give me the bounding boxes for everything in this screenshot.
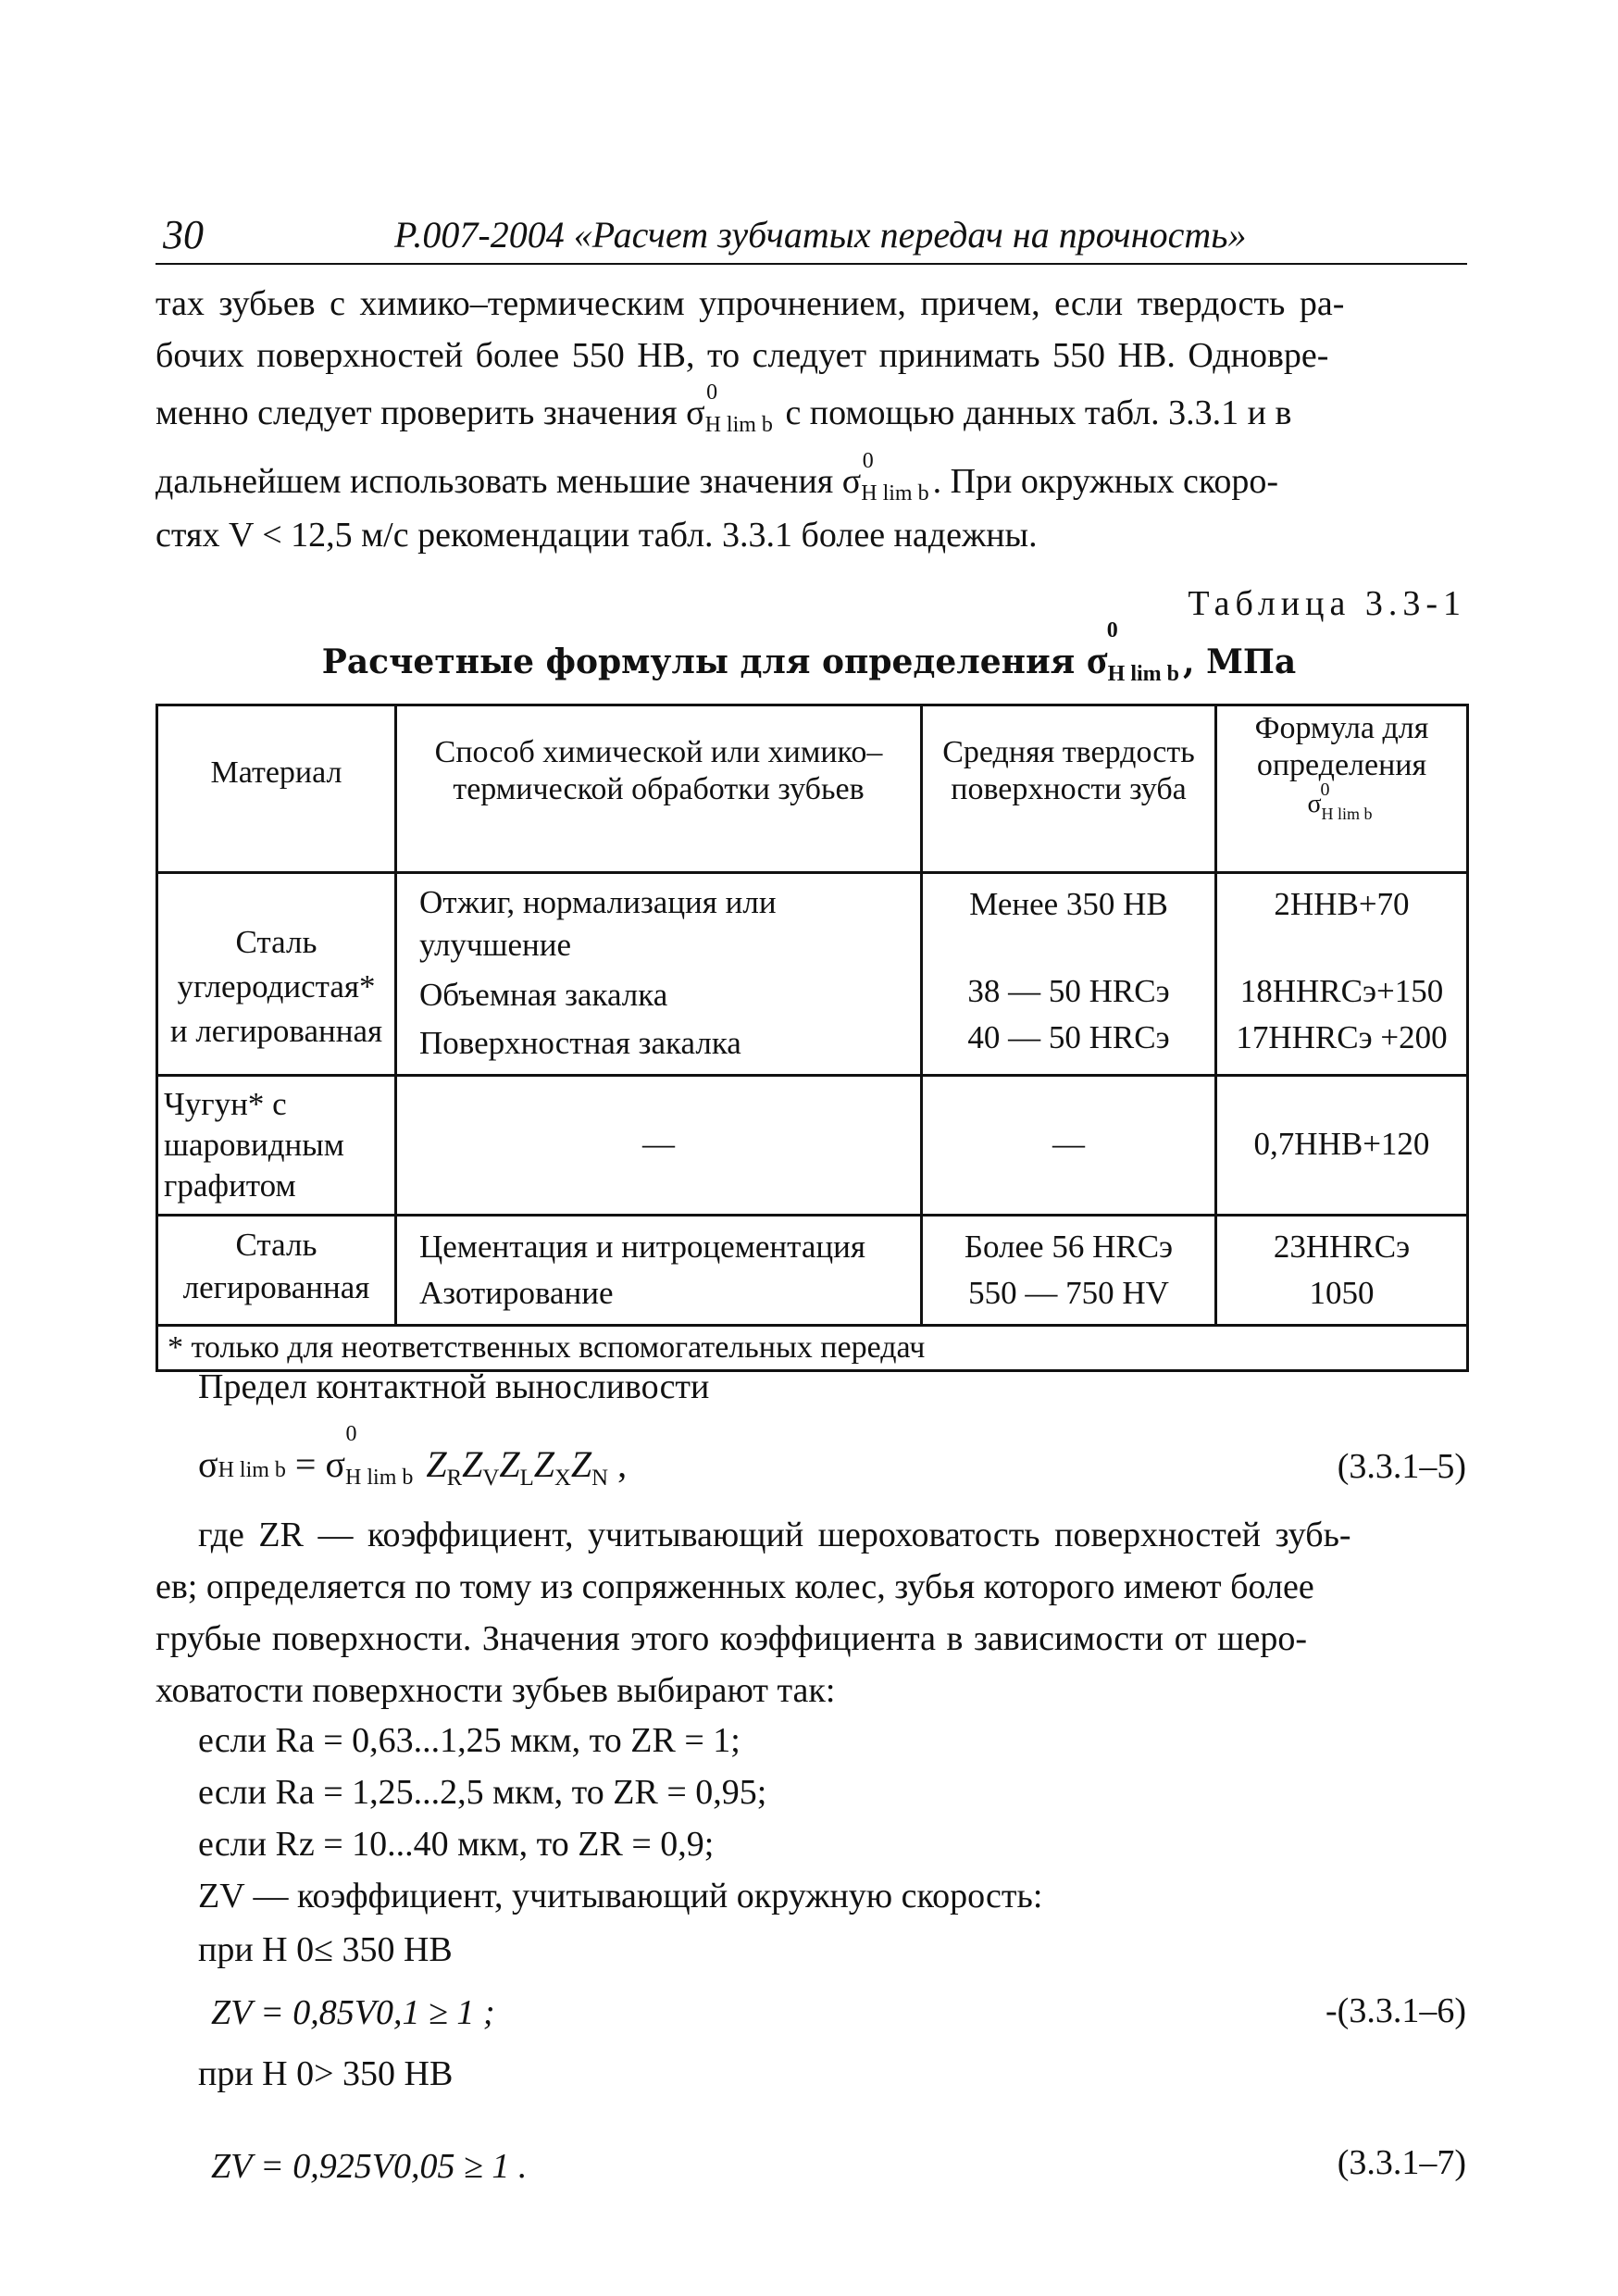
header-formula: Формула для определения σ 0 $_{H lim b}$ bbox=[1216, 705, 1468, 873]
page-number: 30 bbox=[163, 212, 204, 257]
roughness-case-2: если Ra = 1,25...2,5 мкм, то ZR = 0,95; bbox=[198, 1773, 767, 1812]
sigma-symbol: σ 0 $_{H lim b}$ bbox=[1307, 780, 1373, 823]
limit-heading: Предел контактной выносливости bbox=[198, 1367, 710, 1406]
cell-formulas: 2HHB+70 18HHRCэ+150 17HHRCэ +200 bbox=[1216, 873, 1468, 1076]
hardness-formula-table bbox=[156, 704, 1469, 1372]
zv-description: ZV — коэффициент, учитывающий окружную скорость: bbox=[198, 1877, 1043, 1915]
sigma-symbol: σ 0 H lim b bbox=[1086, 618, 1179, 686]
intro-paragraph bbox=[156, 278, 1464, 555]
condition-1: при H 0≤ 350 HB bbox=[198, 1930, 453, 1969]
table-footnote: * только для неответственных вспомогательных передач bbox=[157, 1326, 1468, 1371]
table-header-row bbox=[157, 705, 1468, 873]
header-material: Материал bbox=[157, 705, 396, 873]
intro-line-2: бочих поверхностей более 550 HB, то следует принимать 550 HB. Одновре- bbox=[156, 336, 1329, 375]
intro-line-1: тах зубьев с химико–термическим упрочнением, причем, если твердость ра- bbox=[156, 284, 1345, 323]
roughness-case-1: если Ra = 0,63...1,25 мкм, то ZR = 1; bbox=[198, 1721, 741, 1760]
formula-3-3-1-5: σH lim b = σ 0 $_{H lim b}$ $Z_RZ_VZ_LZ_XZ_N$ , bbox=[198, 1422, 628, 1491]
header-method: Способ химической или химико–термической обработки зубьев bbox=[396, 705, 922, 873]
zr-paragraph: где ZR — коэффициент, учитывающий шероховатость поверхностей зубь- ев; определяется по тому из сопряженных колес, зубья которого имеют более грубые поверхности. Значения этого коэффициента в зависимости от шеро- ховатости поверхности зубьев выбирают так: bbox=[156, 1516, 1351, 1710]
formula-3-3-1-7: ZV = 0,925V0,05 ≥ 1 . bbox=[211, 2147, 528, 2186]
sigma-symbol: σ 0 $_{H lim b}$ bbox=[325, 1422, 414, 1490]
formula-3-3-1-6: ZV = 0,85V0,1 ≥ 1 ; bbox=[211, 1993, 495, 2032]
intro-line-4: дальнейшем использовать меньшие значения σ 0 $_{H lim b}$ . При окружных скоро- bbox=[156, 455, 1278, 519]
cell-methods: Цементация и нитроцементация Азотирование bbox=[396, 1216, 922, 1326]
table-row bbox=[157, 1216, 1468, 1326]
sigma-symbol: σ 0 $_{H lim b}$ bbox=[686, 381, 773, 437]
table-row bbox=[157, 873, 1468, 1076]
roughness-case-3: если Rz = 10...40 мкм, то ZR = 0,9; bbox=[198, 1825, 715, 1864]
intro-line-5: стях V < 12,5 м/с рекомендации табл. 3.3.1 более надежны. bbox=[156, 516, 1038, 555]
equation-number: (3.3.1–7) bbox=[1337, 2143, 1466, 2182]
running-title: Р.007-2004 «Расчет зубчатых передач на прочность» bbox=[394, 214, 1247, 256]
cell-formulas: 23HHRCэ 1050 bbox=[1216, 1216, 1468, 1326]
cell-material: Сталь углеродистая* и легированная bbox=[157, 873, 396, 1076]
table-title: Расчетные формулы для определения σ 0 H lim b , МПа bbox=[321, 618, 1297, 686]
condition-2: при H 0> 350 HB bbox=[198, 2054, 454, 2093]
table-caption: Таблица 3.3-1 bbox=[1188, 584, 1466, 623]
table-row bbox=[157, 1076, 1468, 1216]
cell-material: Чугун* с шаровидным графитом bbox=[157, 1076, 396, 1216]
equation-number: -(3.3.1–6) bbox=[1326, 1991, 1466, 2030]
intro-line-3: менно следует проверить значения σ 0 $_{H lim b}$ с помощью данных табл. 3.3.1 и в bbox=[156, 387, 1291, 451]
sigma-symbol: σ 0 $_{H lim b}$ bbox=[841, 449, 929, 505]
cell-hardness: Более 56 HRCэ 550 — 750 HV bbox=[922, 1216, 1216, 1326]
cell-methods: — bbox=[396, 1076, 922, 1216]
cell-hardness: Менее 350 HB 38 — 50 HRCэ 40 — 50 HRCэ bbox=[922, 873, 1216, 1076]
page-header bbox=[156, 206, 1467, 265]
cell-material: Сталь легированная bbox=[157, 1216, 396, 1326]
cell-hardness: — bbox=[922, 1076, 1216, 1216]
equation-number: (3.3.1–5) bbox=[1337, 1447, 1466, 1486]
header-hardness: Средняя твердость поверхности зуба bbox=[922, 705, 1216, 873]
cell-formulas: 0,7HHB+120 bbox=[1216, 1076, 1468, 1216]
cell-methods: Отжиг, нормализация или улучшение Объемная закалка Поверхностная закалка bbox=[396, 873, 922, 1076]
